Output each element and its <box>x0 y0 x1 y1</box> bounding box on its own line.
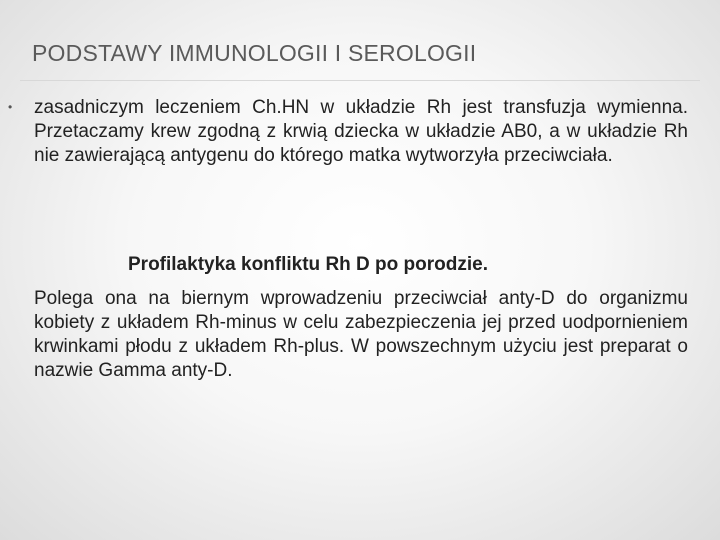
bullet-icon: • <box>8 100 13 114</box>
subheading-prophylaxis: Profilaktyka konfliktu Rh D po porodzie. <box>128 254 488 275</box>
paragraph-prophylaxis: Polega ona na biernym wprowadzeniu przeciwciał anty-D do organizmu kobiety z układem Rh-minus w celu zabezpieczenia jej przed uodpornieniem krwinkami płodu z układem Rh-plus. W powszechnym użyciu jest preparat o nazwie Gamma anty-D. <box>34 288 688 381</box>
title-divider <box>20 80 700 81</box>
slide-title: PODSTAWY IMMUNOLOGII I SEROLOGII <box>32 40 477 66</box>
paragraph-treatment: zasadniczym leczeniem Ch.HN w układzie Rh jest transfuzja wymienna. Przetaczamy krew zgodną z krwią dziecka w układzie AB0, a w układzie Rh nie zawierającą antygenu do którego matka wytworzyła przeciwciała. <box>34 97 688 166</box>
